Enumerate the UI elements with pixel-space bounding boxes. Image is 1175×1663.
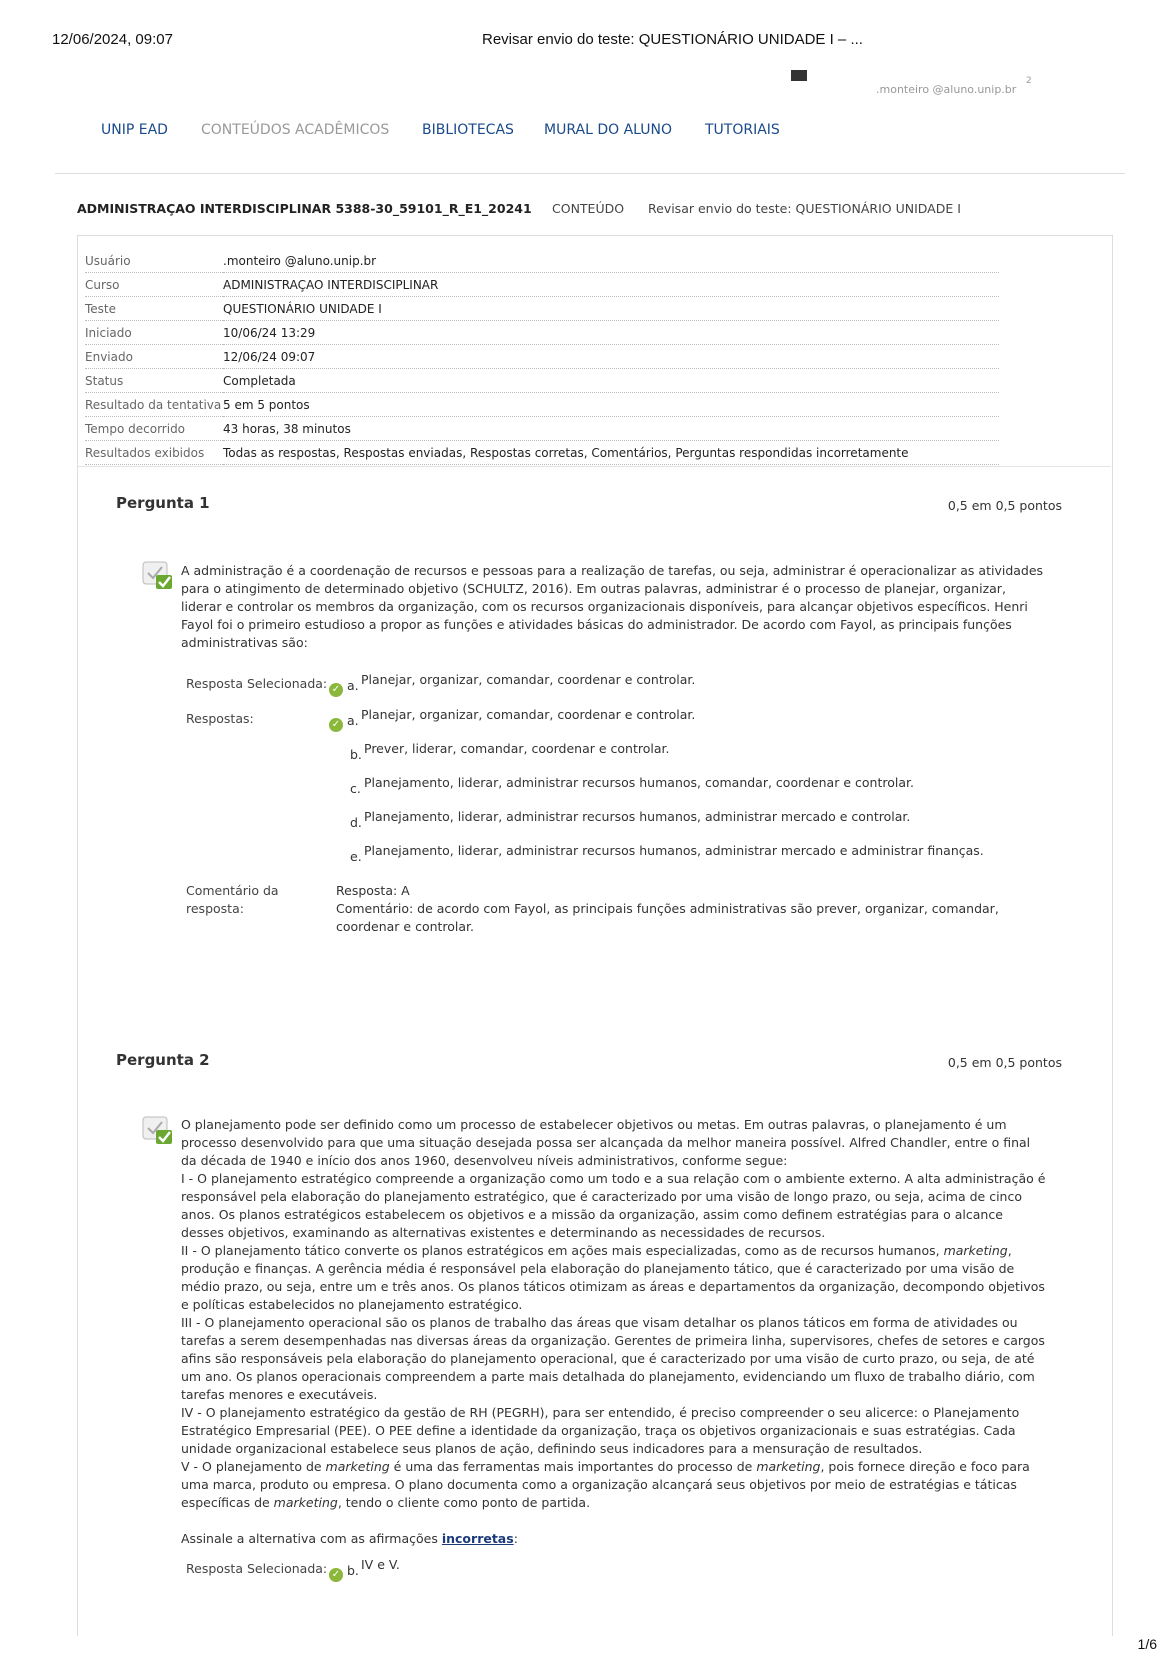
question-1-selected-answer: ✓ a. Planejar, organizar, comandar, coordenar e controlar. [329, 672, 695, 689]
question-1-score: 0,5 em 0,5 pontos [947, 498, 1062, 513]
question-1-text: A administração é a coordenação de recursos e pessoas para a realização de tarefas, ou seja, administrar é operacionalizar as atividades para o atingimento de determinado objetivo (SCHULTZ, 2016). Em outras palavras, administrar é o processo de planejar, organizar, liderar e controlar os membros da organização, com os recursos organizacionais disponíveis, para alcançar objetivos específicos. Henri Fayol foi o primeiro estudioso a propor as funções e atividades básicas do administrador. De acordo com Fayol, as principais funções administrativas são: [181, 563, 1044, 650]
q2-intro: O planejamento pode ser definido como um processo de estabelecer objetivos ou metas. Em outras palavras, o planejamento é um processo desenvolvido para que uma situação desejada possa ser alcançada da melhor maneira possível. Alfred Chandler, entre o final da década de 1940 e início dos anos 1960, desenvolveu níveis administrativos, conforme segue: [181, 1117, 1031, 1168]
question-2-selected-answer: ✓ b. IV e V. [329, 1557, 400, 1574]
check-icon: ✓ [329, 683, 343, 697]
q2-item-1: I - O planejamento estratégico compreende a organização como um todo e a sua relação com o ambiente externo. A alta administração é responsável pela elaboração do planejamento estratégico, que é caracterizado por uma visão de longo prazo, ou seja, acima de cinco anos. Os planos estratégicos estabelecem os objetivos e a missão da organização, assim como definem estratégias para o alcance desses objetivos, examinando as alternativas existentes e determinando as necessidades de recursos. [181, 1171, 1046, 1240]
info-label: Usuário [85, 249, 223, 273]
correct-answer-icon [142, 1116, 176, 1146]
breadcrumb-course[interactable]: ADMINISTRAÇAO INTERDISCIPLINAR 5388-30_59101_R_E1_20241 [77, 201, 532, 216]
info-label: Iniciado [85, 321, 223, 345]
breadcrumb-section[interactable]: CONTEÚDO [552, 201, 625, 216]
nav-divider [55, 173, 1125, 174]
info-label: Curso [85, 273, 223, 297]
info-row-iniciado [85, 321, 999, 345]
avatar[interactable] [791, 70, 807, 81]
answers-label: Respostas: [186, 711, 254, 726]
info-value: QUESTIONÁRIO UNIDADE I [223, 297, 999, 321]
selected-answer-label: Resposta Selecionada: [186, 1561, 328, 1576]
answer-option-b: b. Prever, liderar, comandar, coordenar e controlar. [350, 741, 670, 762]
q2-item-4: IV - O planejamento estratégico da gestão de RH (PEGRH), para ser entendido, é preciso compreender o seu alicerce: o Planejamento Estratégico Empresarial (PEE). O PEE define a identidade da organização, traça os objetivos organizacionais e suas estratégias. Cada unidade organizacional estabelece seus planos de ação, definindo seus indicadores para a mensuração de resultados. [181, 1405, 1020, 1456]
info-value: Completada [223, 369, 999, 393]
info-row-curso [85, 273, 999, 297]
info-label: Teste [85, 297, 223, 321]
info-row-enviado [85, 345, 999, 369]
info-row-tempo [85, 417, 999, 441]
info-label: Resultado da tentativa [85, 393, 223, 417]
page-number: 1/6 [1137, 1636, 1157, 1652]
check-icon: ✓ [329, 718, 343, 732]
answer-option-a: ✓ a. Planejar, organizar, comandar, coordenar e controlar. [329, 707, 695, 724]
nav-unip-ead[interactable]: UNIP EAD [101, 122, 168, 138]
info-value: ADMINISTRAÇAO INTERDISCIPLINAR [223, 273, 999, 297]
info-label: Enviado [85, 345, 223, 369]
selected-answer-label: Resposta Selecionada: [186, 676, 328, 691]
nav-bibliotecas[interactable]: BIBLIOTECAS [422, 122, 514, 138]
info-row-usuario [85, 249, 999, 273]
comment-label: Comentário da resposta: [186, 883, 279, 916]
info-label: Resultados exibidos [85, 441, 223, 465]
info-value: 12/06/24 09:07 [223, 345, 999, 369]
correct-answer-icon [142, 561, 176, 591]
q2-instruction: Assinale a alternativa com as afirmações incorretas: [181, 1531, 518, 1546]
info-row-resultado [85, 393, 999, 417]
q2-item-5: V - O planejamento de marketing é uma das ferramentas mais importantes do processo de marketing, pois fornece direção e foco para uma marca, produto ou empresa. O plano documenta como a organização alcançará seus objetivos por meio de estratégias e táticas específicas de marketing, tendo o cliente como ponto de partida. [181, 1459, 1030, 1510]
user-email[interactable]: .monteiro @aluno.unip.br [876, 83, 1017, 96]
info-row-teste [85, 297, 999, 321]
info-value: .monteiro @aluno.unip.br [223, 249, 999, 273]
breadcrumb-page: Revisar envio do teste: QUESTIONÁRIO UNIDADE I [648, 201, 961, 216]
info-label: Tempo decorrido [85, 417, 223, 441]
info-value: Todas as respostas, Respostas enviadas, Respostas corretas, Comentários, Perguntas respondidas incorretamente [223, 441, 999, 465]
answer-option-e: e. Planejamento, liderar, administrar recursos humanos, administrar mercado e administrar finanças. [350, 843, 984, 864]
nav-tutoriais[interactable]: TUTORIAIS [705, 122, 780, 138]
notification-badge[interactable]: 2 [1026, 76, 1032, 86]
info-row-resultados-exibidos [85, 441, 999, 465]
question-2-score: 0,5 em 0,5 pontos [947, 1055, 1062, 1070]
info-label: Status [85, 369, 223, 393]
print-title: Revisar envio do teste: QUESTIONÁRIO UNIDADE I – ... [482, 31, 863, 48]
question-2-title: Pergunta 2 [116, 1051, 210, 1069]
info-value: 5 em 5 pontos [223, 393, 999, 417]
q2-item-2: II - O planejamento tático converte os planos estratégicos em ações mais especializadas, como as de recursos humanos, marketing, produção e finanças. A gerência média é responsável pela elaboração do planejamento tático, que é caracterizado por uma visão de médio prazo, ou seja, entre um e três anos. Os planos táticos otimizam as áreas e departamentos da organização, decompondo objetivos e políticas estabelecidos no planejamento estratégico. [181, 1243, 1045, 1312]
info-divider [78, 466, 1111, 467]
info-value: 43 horas, 38 minutos [223, 417, 999, 441]
answer-option-c: c. Planejamento, liderar, administrar recursos humanos, comandar, coordenar e controlar. [350, 775, 914, 796]
answer-option-d: d. Planejamento, liderar, administrar recursos humanos, administrar mercado e controlar. [350, 809, 911, 830]
check-icon: ✓ [329, 1568, 343, 1582]
question-2-text [181, 1116, 1047, 1548]
info-row-status [85, 369, 999, 393]
question-1-comment: Resposta: A Comentário: de acordo com Fayol, as principais funções administrativas são prever, organizar, comandar, coordenar e controlar. [336, 883, 999, 934]
question-1-title: Pergunta 1 [116, 494, 210, 512]
q2-item-3: III - O planejamento operacional são os planos de trabalho das áreas que visam detalhar os planos táticos em forma de atividades ou tarefas a serem desempenhadas nas diversas áreas da organização. Gerentes de primeira linha, supervisores, chefes de setores e cargos afins são responsáveis pela elaboração do planejamento operacional, que é caracterizado por uma visão de curto prazo, ou seja, de até um ano. Os planos operacionais compreendem a parte mais detalhada do planejamento, evidenciando um fluxo de trabalho diário, com tarefas menores e executáveis. [181, 1315, 1045, 1402]
info-value: 10/06/24 13:29 [223, 321, 999, 345]
attempt-info-table [85, 249, 999, 465]
nav-conteudos-academicos[interactable]: CONTEÚDOS ACADÊMICOS [201, 122, 390, 138]
print-datetime: 12/06/2024, 09:07 [52, 31, 173, 48]
nav-mural-do-aluno[interactable]: MURAL DO ALUNO [544, 122, 672, 138]
